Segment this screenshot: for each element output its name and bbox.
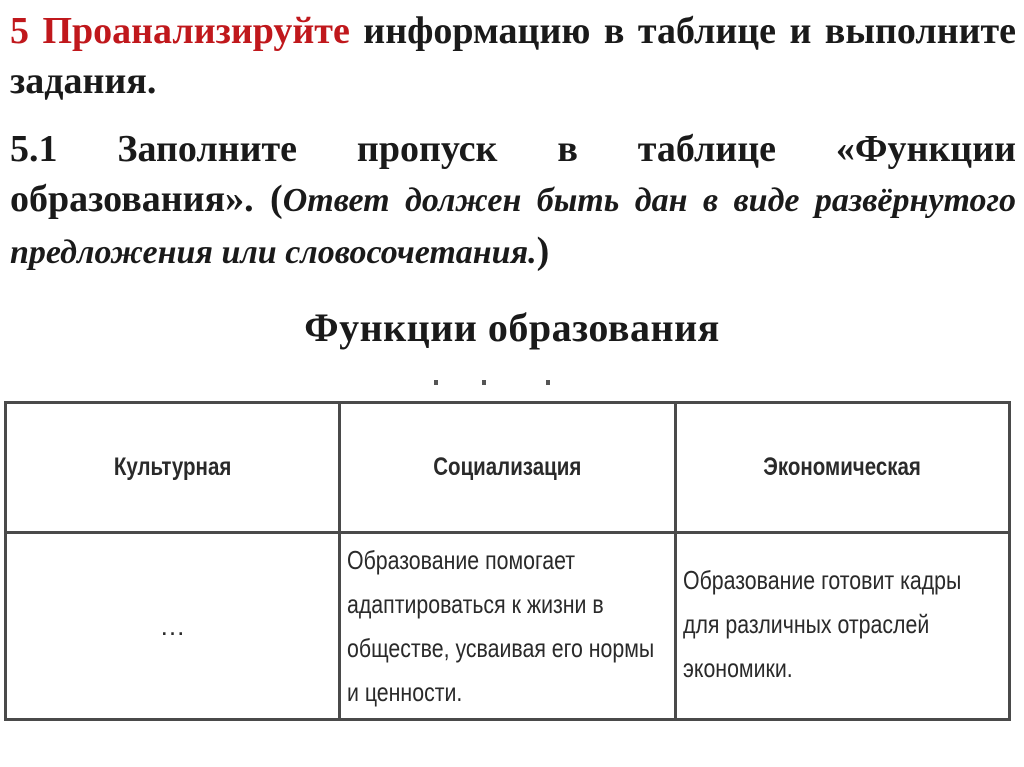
task-5-1-italic-note: Ответ должен быть дан в виде развёрнутого предложения или словосочетания. — [10, 182, 1016, 271]
functions-table — [4, 401, 1011, 721]
header-socialization: Социализация — [340, 403, 676, 533]
header-cultural: Культурная — [6, 403, 340, 533]
task-5-number: 5 — [10, 10, 29, 52]
cell-economic: Образование готовит кадры для различных отраслей экономики. — [676, 533, 1010, 720]
table-title: Функции образования — [304, 305, 720, 350]
task-5-1-prefix: 5.1 Заполните пропуск в таблице «Функции образования». ( — [10, 128, 1016, 220]
cell-socialization: Образование помогает адаптироваться к жизни в обществе, усваивая его нормы и ценности. — [340, 533, 676, 720]
header-economic: Экономическая — [676, 403, 1010, 533]
table-header-row — [6, 403, 1010, 533]
cell-cultural-blank: … — [6, 533, 340, 720]
task-5-1-suffix: ) — [536, 230, 550, 272]
scan-artifact — [430, 376, 570, 388]
table-row — [6, 533, 1010, 720]
task-5-1-text — [10, 124, 1016, 278]
task-5-rest: информацию в таблице и выполните задания. — [10, 10, 1017, 102]
task-5-lead: Проанализируйте — [42, 10, 350, 52]
task-5-text — [10, 6, 1016, 106]
